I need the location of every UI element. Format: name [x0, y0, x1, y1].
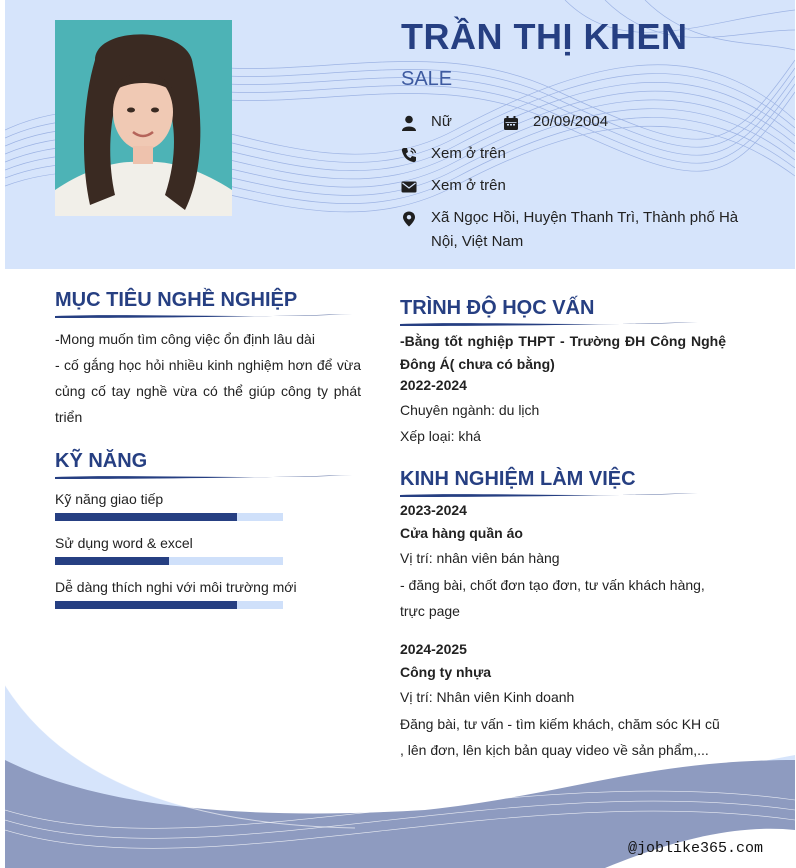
job-company: Công ty nhựa [400, 664, 492, 680]
profile-photo [55, 20, 232, 216]
skill-bar-fill [55, 513, 237, 521]
calendar-icon [503, 115, 519, 131]
phone-value: Xem ở trên [431, 145, 506, 162]
objective-line-2: - cố gắng học hỏi nhiều kinh nghiệm hơn để vừa củng cố tay nghề vừa có thể giúp công ty phát triển [55, 357, 361, 425]
job-period: 2023-2024 [400, 502, 467, 518]
email-row [401, 178, 506, 198]
skill-label: Sử dụng word & excel [55, 535, 193, 551]
education-period: 2022-2024 [400, 377, 467, 393]
skill-bar [55, 557, 283, 565]
candidate-role: SALE [401, 68, 453, 90]
experience-title: KINH NGHIỆM LÀM VIỆC [400, 468, 636, 490]
cv-page [5, 0, 795, 868]
phone-icon [401, 147, 417, 163]
map-pin-icon [401, 211, 417, 227]
skills-underline [55, 473, 355, 481]
education-degree: -Bằng tốt nghiệp THPT - Trường ĐH Công Nghệ Đông Á( chưa có bằng) [400, 333, 726, 372]
envelope-icon [401, 179, 417, 195]
skill-bar [55, 513, 283, 521]
footer-brand: @joblike365.com [628, 840, 764, 857]
user-icon [401, 115, 417, 131]
birthdate-value: 20/09/2004 [533, 113, 609, 130]
phone-row [401, 146, 506, 166]
skills-title: KỸ NĂNG [55, 450, 148, 472]
education-grade: Xếp loại: khá [400, 428, 481, 444]
experience-underline [400, 491, 700, 499]
job-description: Đăng bài, tư vấn - tìm kiếm khách, chăm sóc KH cũ , lên đơn, lên kịch bản quay video về sản phẩm,... [400, 716, 720, 758]
objective-title: MỤC TIÊU NGHỀ NGHIỆP [55, 289, 298, 311]
skill-bar-fill [55, 601, 237, 609]
education-title: TRÌNH ĐỘ HỌC VẤN [400, 297, 595, 319]
job-position: Vị trí: nhân viên bán hàng [400, 550, 560, 566]
skill-bar [55, 601, 283, 609]
candidate-name: TRẦN THỊ KHEN [401, 16, 688, 57]
job-description: - đăng bài, chốt đơn tạo đơn, tư vấn khách hàng, trực page [400, 577, 705, 619]
skill-label: Kỹ năng giao tiếp [55, 491, 164, 507]
birthdate-row [503, 114, 608, 134]
job-company: Cửa hàng quần áo [400, 525, 523, 541]
skill-bar-fill [55, 557, 169, 565]
email-value: Xem ở trên [431, 177, 506, 194]
gender-value: Nữ [431, 113, 452, 130]
skill-label: Dễ dàng thích nghi với môi trường mới [55, 579, 297, 595]
address-row [401, 210, 761, 254]
education-underline [400, 320, 700, 328]
address-value: Xã Ngọc Hồi, Huyện Thanh Trì, Thành phố Hà Nội, Việt Nam [431, 209, 739, 250]
cv-header [5, 0, 795, 269]
education-major: Chuyên ngành: du lịch [400, 402, 540, 418]
objective-underline [55, 312, 355, 320]
job-position: Vị trí: Nhân viên Kinh doanh [400, 689, 575, 705]
objective-line-1: -Mong muốn tìm công việc ổn định lâu dài [55, 331, 315, 347]
job-period: 2024-2025 [400, 641, 467, 657]
gender-row [401, 114, 452, 134]
